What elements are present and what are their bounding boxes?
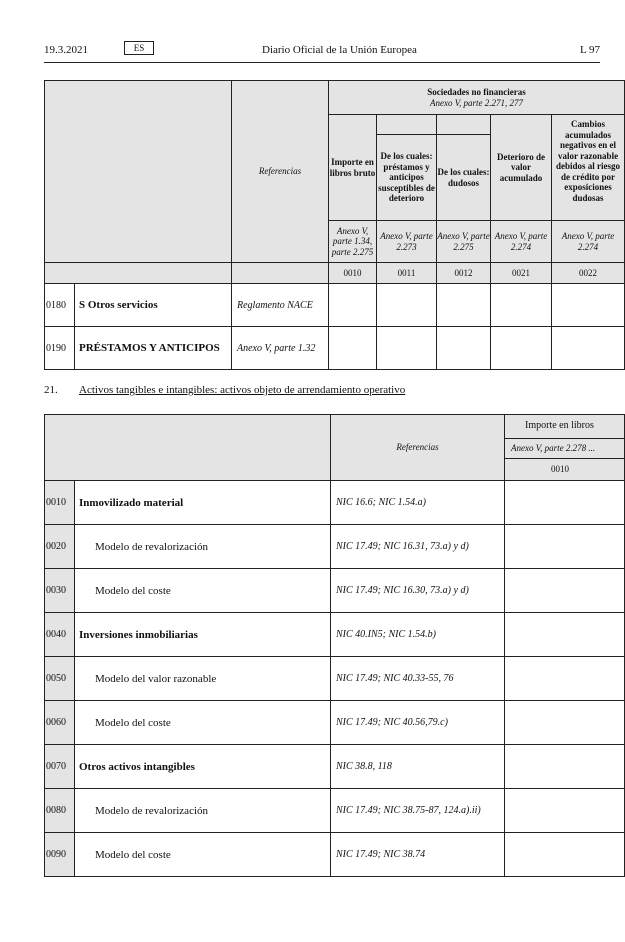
- col-header-0022: Cambios acumulados negativos en el valor razonable debidos al riesgo de crédito por exposiciones dudosas: [552, 115, 625, 221]
- language-badge: ES: [124, 41, 154, 55]
- value-cell[interactable]: [377, 327, 437, 370]
- col-header-carrying-amount: Importe en libros: [505, 415, 625, 439]
- value-cell[interactable]: [552, 327, 625, 370]
- col-code-0012: 0012: [437, 263, 491, 284]
- row-code: 0190: [45, 327, 75, 370]
- row-ref: NIC 16.6; NIC 1.54.a): [331, 481, 505, 525]
- row-ref: NIC 17.49; NIC 40.56,79.c): [331, 701, 505, 745]
- value-cell[interactable]: [437, 284, 491, 327]
- col-0011-top-cell: [377, 115, 437, 135]
- table1-group-header: [329, 81, 625, 115]
- row-ref: NIC 38.8, 118: [331, 745, 505, 789]
- value-cell[interactable]: [505, 569, 625, 613]
- section-number: 21.: [44, 384, 58, 396]
- row-code: 0080: [45, 789, 75, 833]
- value-cell[interactable]: [505, 657, 625, 701]
- value-cell[interactable]: [329, 284, 377, 327]
- row-code: 0060: [45, 701, 75, 745]
- table2-corner: [45, 415, 331, 481]
- page-header: [0, 40, 600, 60]
- col-header-0011: De los cuales: préstamos y anticipos susceptibles de deterioro: [377, 135, 437, 221]
- row-code: 0090: [45, 833, 75, 877]
- value-cell[interactable]: [329, 327, 377, 370]
- table-row: [45, 613, 625, 657]
- table-row: [45, 789, 625, 833]
- value-cell[interactable]: [491, 284, 552, 327]
- col-ref-0012: Anexo V, parte 2.275: [437, 221, 491, 263]
- row-label: Modelo del valor razonable: [75, 657, 331, 701]
- value-cell[interactable]: [505, 613, 625, 657]
- journal-title: Diario Oficial de la Unión Europea: [262, 44, 417, 56]
- table-row: [45, 569, 625, 613]
- value-cell[interactable]: [505, 745, 625, 789]
- col-header-0021: Deterioro de valor acumulado: [491, 115, 552, 221]
- col-code-0011: 0011: [377, 263, 437, 284]
- table-nfc-loans: [44, 80, 625, 370]
- col-header-0012: De los cuales: dudosos: [437, 135, 491, 221]
- table-row: [45, 701, 625, 745]
- col-ref-0021: Anexo V, parte 2.274: [491, 221, 552, 263]
- row-code: 0070: [45, 745, 75, 789]
- row-label: Modelo del coste: [75, 701, 331, 745]
- row-label: Inversiones inmobiliarias: [75, 613, 331, 657]
- row-ref: Anexo V, parte 1.32: [232, 327, 329, 370]
- table2-ref-header: Referencias: [331, 415, 505, 481]
- table-row: [45, 327, 625, 370]
- col-code-0010: 0010: [329, 263, 377, 284]
- row-ref: Reglamento NACE: [232, 284, 329, 327]
- table-row: [45, 745, 625, 789]
- value-cell[interactable]: [377, 284, 437, 327]
- table-row: [45, 833, 625, 877]
- row-code: 0030: [45, 569, 75, 613]
- section-title: Activos tangibles e intangibles: activos objeto de arrendamiento operativo: [79, 384, 406, 396]
- page-number: L 97: [580, 44, 601, 56]
- value-cell[interactable]: [505, 701, 625, 745]
- row-label: Modelo de revalorización: [75, 789, 331, 833]
- row-ref: NIC 17.49; NIC 38.74: [331, 833, 505, 877]
- col-header-0010: Importe en libros bruto: [329, 115, 377, 221]
- value-cell[interactable]: [437, 327, 491, 370]
- group-title: Sociedades no financieras: [427, 87, 526, 97]
- table1-corner: [45, 81, 232, 263]
- row-code: 0010: [45, 481, 75, 525]
- col-ref-0022: Anexo V, parte 2.274: [552, 221, 625, 263]
- table-leased-assets: [44, 414, 625, 877]
- code-row-ref-cell: [232, 263, 329, 284]
- value-cell[interactable]: [505, 481, 625, 525]
- row-ref: NIC 17.49; NIC 16.30, 73.a) y d): [331, 569, 505, 613]
- row-ref: NIC 17.49; NIC 40.33-55, 76: [331, 657, 505, 701]
- row-label: Modelo del coste: [75, 833, 331, 877]
- col-code-0010: 0010: [505, 459, 625, 481]
- row-code: 0040: [45, 613, 75, 657]
- row-label: Modelo de revalorización: [75, 525, 331, 569]
- table1-ref-header: Referencias: [232, 81, 329, 263]
- value-cell[interactable]: [505, 833, 625, 877]
- group-ref: Anexo V, parte 2.271, 277: [429, 97, 524, 108]
- row-label: S Otros servicios: [75, 284, 232, 327]
- col-code-0021: 0021: [491, 263, 552, 284]
- row-ref: NIC 40.IN5; NIC 1.54.b): [331, 613, 505, 657]
- header-date: 19.3.2021: [44, 44, 88, 56]
- col-ref-0011: Anexo V, parte 2.273: [377, 221, 437, 263]
- col-ref-0010: Anexo V, parte 1.34, parte 2.275: [329, 221, 377, 263]
- table-row: [45, 657, 625, 701]
- row-code: 0180: [45, 284, 75, 327]
- value-cell[interactable]: [505, 789, 625, 833]
- row-label: Otros activos intangibles: [75, 745, 331, 789]
- value-cell[interactable]: [505, 525, 625, 569]
- col-code-0022: 0022: [552, 263, 625, 284]
- row-label: Inmovilizado material: [75, 481, 331, 525]
- row-code: 0020: [45, 525, 75, 569]
- header-rule: [44, 62, 600, 63]
- table-row: [45, 525, 625, 569]
- code-row-corner: [45, 263, 232, 284]
- value-cell[interactable]: [491, 327, 552, 370]
- row-label: Modelo del coste: [75, 569, 331, 613]
- col-0012-top-cell: [437, 115, 491, 135]
- row-ref: NIC 17.49; NIC 38.75-87, 124.a).ii): [331, 789, 505, 833]
- col-ref-carrying-amount: Anexo V, parte 2.278 ...: [505, 439, 625, 459]
- table-row: [45, 284, 625, 327]
- value-cell[interactable]: [552, 284, 625, 327]
- table-row: [45, 481, 625, 525]
- row-ref: NIC 17.49; NIC 16.31, 73.a) y d): [331, 525, 505, 569]
- row-code: 0050: [45, 657, 75, 701]
- row-label: PRÉSTAMOS Y ANTICIPOS: [75, 327, 232, 370]
